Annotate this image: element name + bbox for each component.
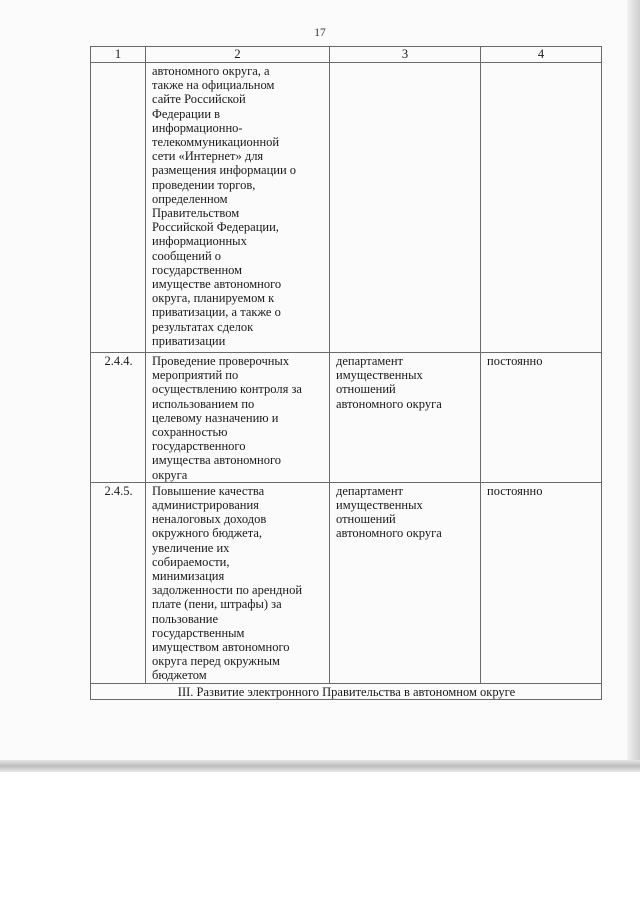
cell-line: сообщений о: [152, 248, 222, 263]
page-number: 17: [314, 27, 326, 39]
row-number: [91, 63, 146, 353]
cell-line: Проведение проверочных: [152, 354, 290, 368]
cell-line: отношений: [336, 382, 396, 397]
measure-cell: [146, 353, 330, 483]
cell-line: минимизация: [152, 569, 225, 584]
cell-line: использованием по: [152, 396, 255, 411]
cell-line: приватизации, а также о: [152, 305, 281, 320]
cell-line: Правительством: [152, 206, 240, 221]
cell-line: округа, планируемом к: [152, 291, 275, 306]
cell-line: определенном: [152, 191, 228, 206]
header-col-1: 1: [91, 47, 146, 63]
measures-table: [90, 46, 602, 700]
cell-line: пользование: [152, 611, 219, 626]
header-col-4: 4: [481, 47, 602, 63]
cell-line: государственном: [152, 262, 243, 277]
cell-line: сети «Интернет» для: [152, 149, 264, 164]
cell-line: автономного округа: [336, 526, 442, 541]
executor-cell: [330, 482, 481, 683]
cell-line: задолженности по арендной: [152, 583, 303, 598]
measure-cell: [146, 63, 330, 353]
cell-line: проведении торгов,: [152, 177, 256, 192]
term-cell: постоянно: [481, 482, 602, 683]
table-row: [91, 353, 602, 483]
cell-line: государственным: [152, 625, 245, 640]
cell-line: окружного бюджета,: [152, 526, 262, 541]
cell-line: автономного округа: [336, 396, 442, 411]
cell-line: округа перед окружным: [152, 654, 280, 669]
cell-line: мероприятий по: [152, 368, 239, 383]
cell-line: государственного: [152, 439, 246, 454]
cell-line: увеличение их: [152, 540, 230, 555]
cell-line: Повышение качества: [152, 483, 265, 498]
header-col-3: 3: [330, 47, 481, 63]
row-number: 2.4.4.: [91, 353, 146, 483]
page-bottom-edge: [0, 760, 640, 772]
term-cell: постоянно: [481, 353, 602, 483]
cell-line: также на официальном: [152, 78, 275, 93]
measure-cell: [146, 482, 330, 683]
cell-line: собираемости,: [152, 554, 230, 569]
cell-line: Российской Федерации,: [152, 220, 279, 235]
cell-line: имущества автономного: [152, 453, 282, 468]
section-row: [91, 683, 602, 699]
cell-line: автономного округа, а: [152, 64, 270, 78]
header-row: [91, 47, 602, 63]
cell-line: информационно-: [152, 120, 243, 135]
term-cell: [481, 63, 602, 353]
table-row: [91, 482, 602, 683]
cell-line: неналоговых доходов: [152, 512, 267, 527]
table-row: [91, 63, 602, 353]
cell-line: сайте Российской: [152, 92, 246, 107]
cell-line: департамент: [336, 483, 404, 498]
cell-line: сохранностью: [152, 425, 228, 440]
cell-line: целевому назначению и: [152, 410, 279, 425]
cell-line: имущественных: [336, 498, 423, 513]
executor-cell: [330, 63, 481, 353]
cell-line: осуществлению контроля за: [152, 382, 302, 397]
cell-line: размещения информации о: [152, 163, 297, 178]
cell-line: результатах сделок: [152, 319, 254, 334]
cell-line: администрирования: [152, 498, 259, 513]
cell-line: имуществе автономного: [152, 277, 282, 292]
cell-line: департамент: [336, 354, 404, 368]
cell-line: телекоммуникационной: [152, 135, 280, 150]
section-title: III. Развитие электронного Правительства в автономном округе: [91, 683, 602, 699]
page-edge-shadow: [627, 0, 640, 772]
row-number: 2.4.5.: [91, 482, 146, 683]
cell-line: бюджетом: [152, 668, 207, 683]
cell-line: приватизации: [152, 333, 226, 348]
cell-line: Федерации в: [152, 106, 221, 121]
cell-line: имущественных: [336, 368, 423, 383]
cell-line: информационных: [152, 234, 247, 249]
executor-cell: [330, 353, 481, 483]
cell-line: плате (пени, штрафы) за: [152, 597, 282, 612]
header-col-2: 2: [146, 47, 330, 63]
cell-line: округа: [152, 467, 188, 482]
cell-line: отношений: [336, 512, 396, 527]
cell-line: имуществом автономного: [152, 640, 290, 655]
